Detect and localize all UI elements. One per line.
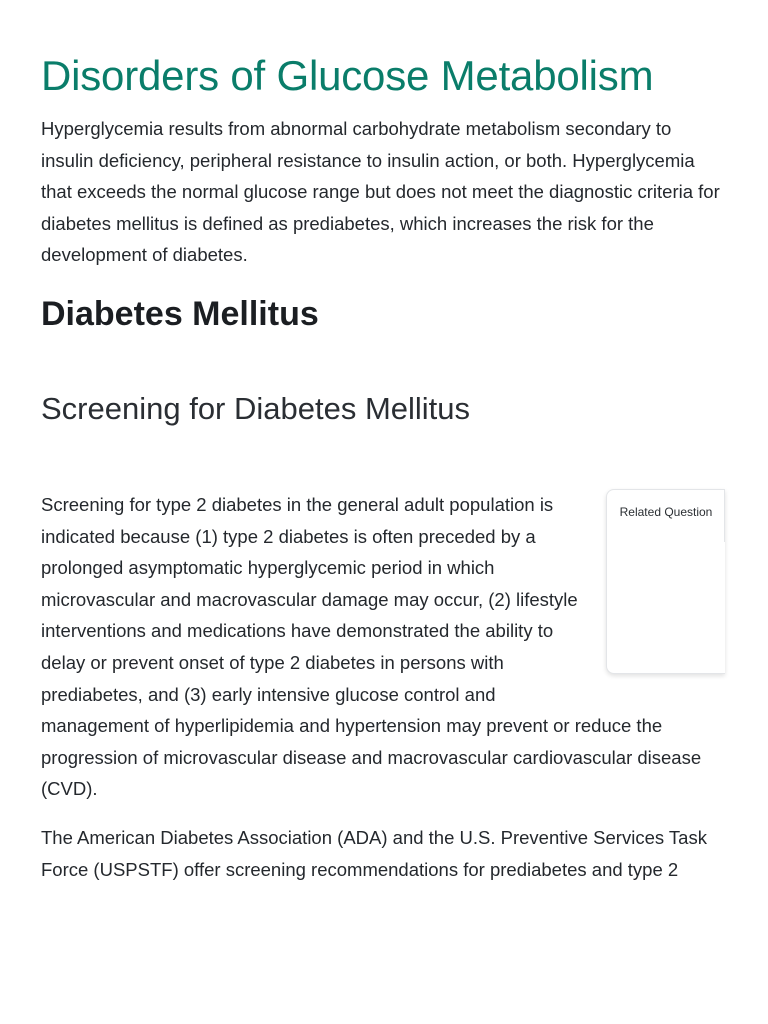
page-title: Disorders of Glucose Metabolism (41, 52, 654, 99)
screening-section (41, 489, 725, 805)
subsection-heading: Screening for Diabetes Mellitus (41, 391, 471, 426)
related-question-card[interactable] (606, 489, 725, 674)
related-question-label: Related Question (619, 505, 713, 519)
related-card-edge (724, 490, 725, 542)
screening-paragraph: Screening for type 2 diabetes in the general adult population is indicated because (1) type 2 diabetes is often preceded by a prolonged asymptomatic hyperglycemic period in which microvascular and macrovascular damage may occur, (2) lifestyle interventions and medications have demonstrated the ability to delay or prevent onset of type 2 diabetes in persons with prediabetes, and (3) early intensive glucose control and management of hyperlipidemia and hypertension may prevent or reduce the progression of microvascular disease and macrovascular cardiovascular disease (CVD). (41, 494, 702, 800)
intro-paragraph: Hyperglycemia results from abnormal carbohydrate metabolism secondary to insulin deficiency, peripheral resistance to insulin action, or both. Hyperglycemia that exceeds the normal glucose range but does not meet the diagnostic criteria for diabetes mellitus is defined as prediabetes, which increases the risk for the development of diabetes. (41, 118, 720, 266)
section-heading: Diabetes Mellitus (41, 295, 319, 333)
recommendations-paragraph: The American Diabetes Association (ADA) and the U.S. Preventive Services Task Force (USPSTF) offer screening recommendations for prediabetes and type 2 (41, 827, 707, 880)
